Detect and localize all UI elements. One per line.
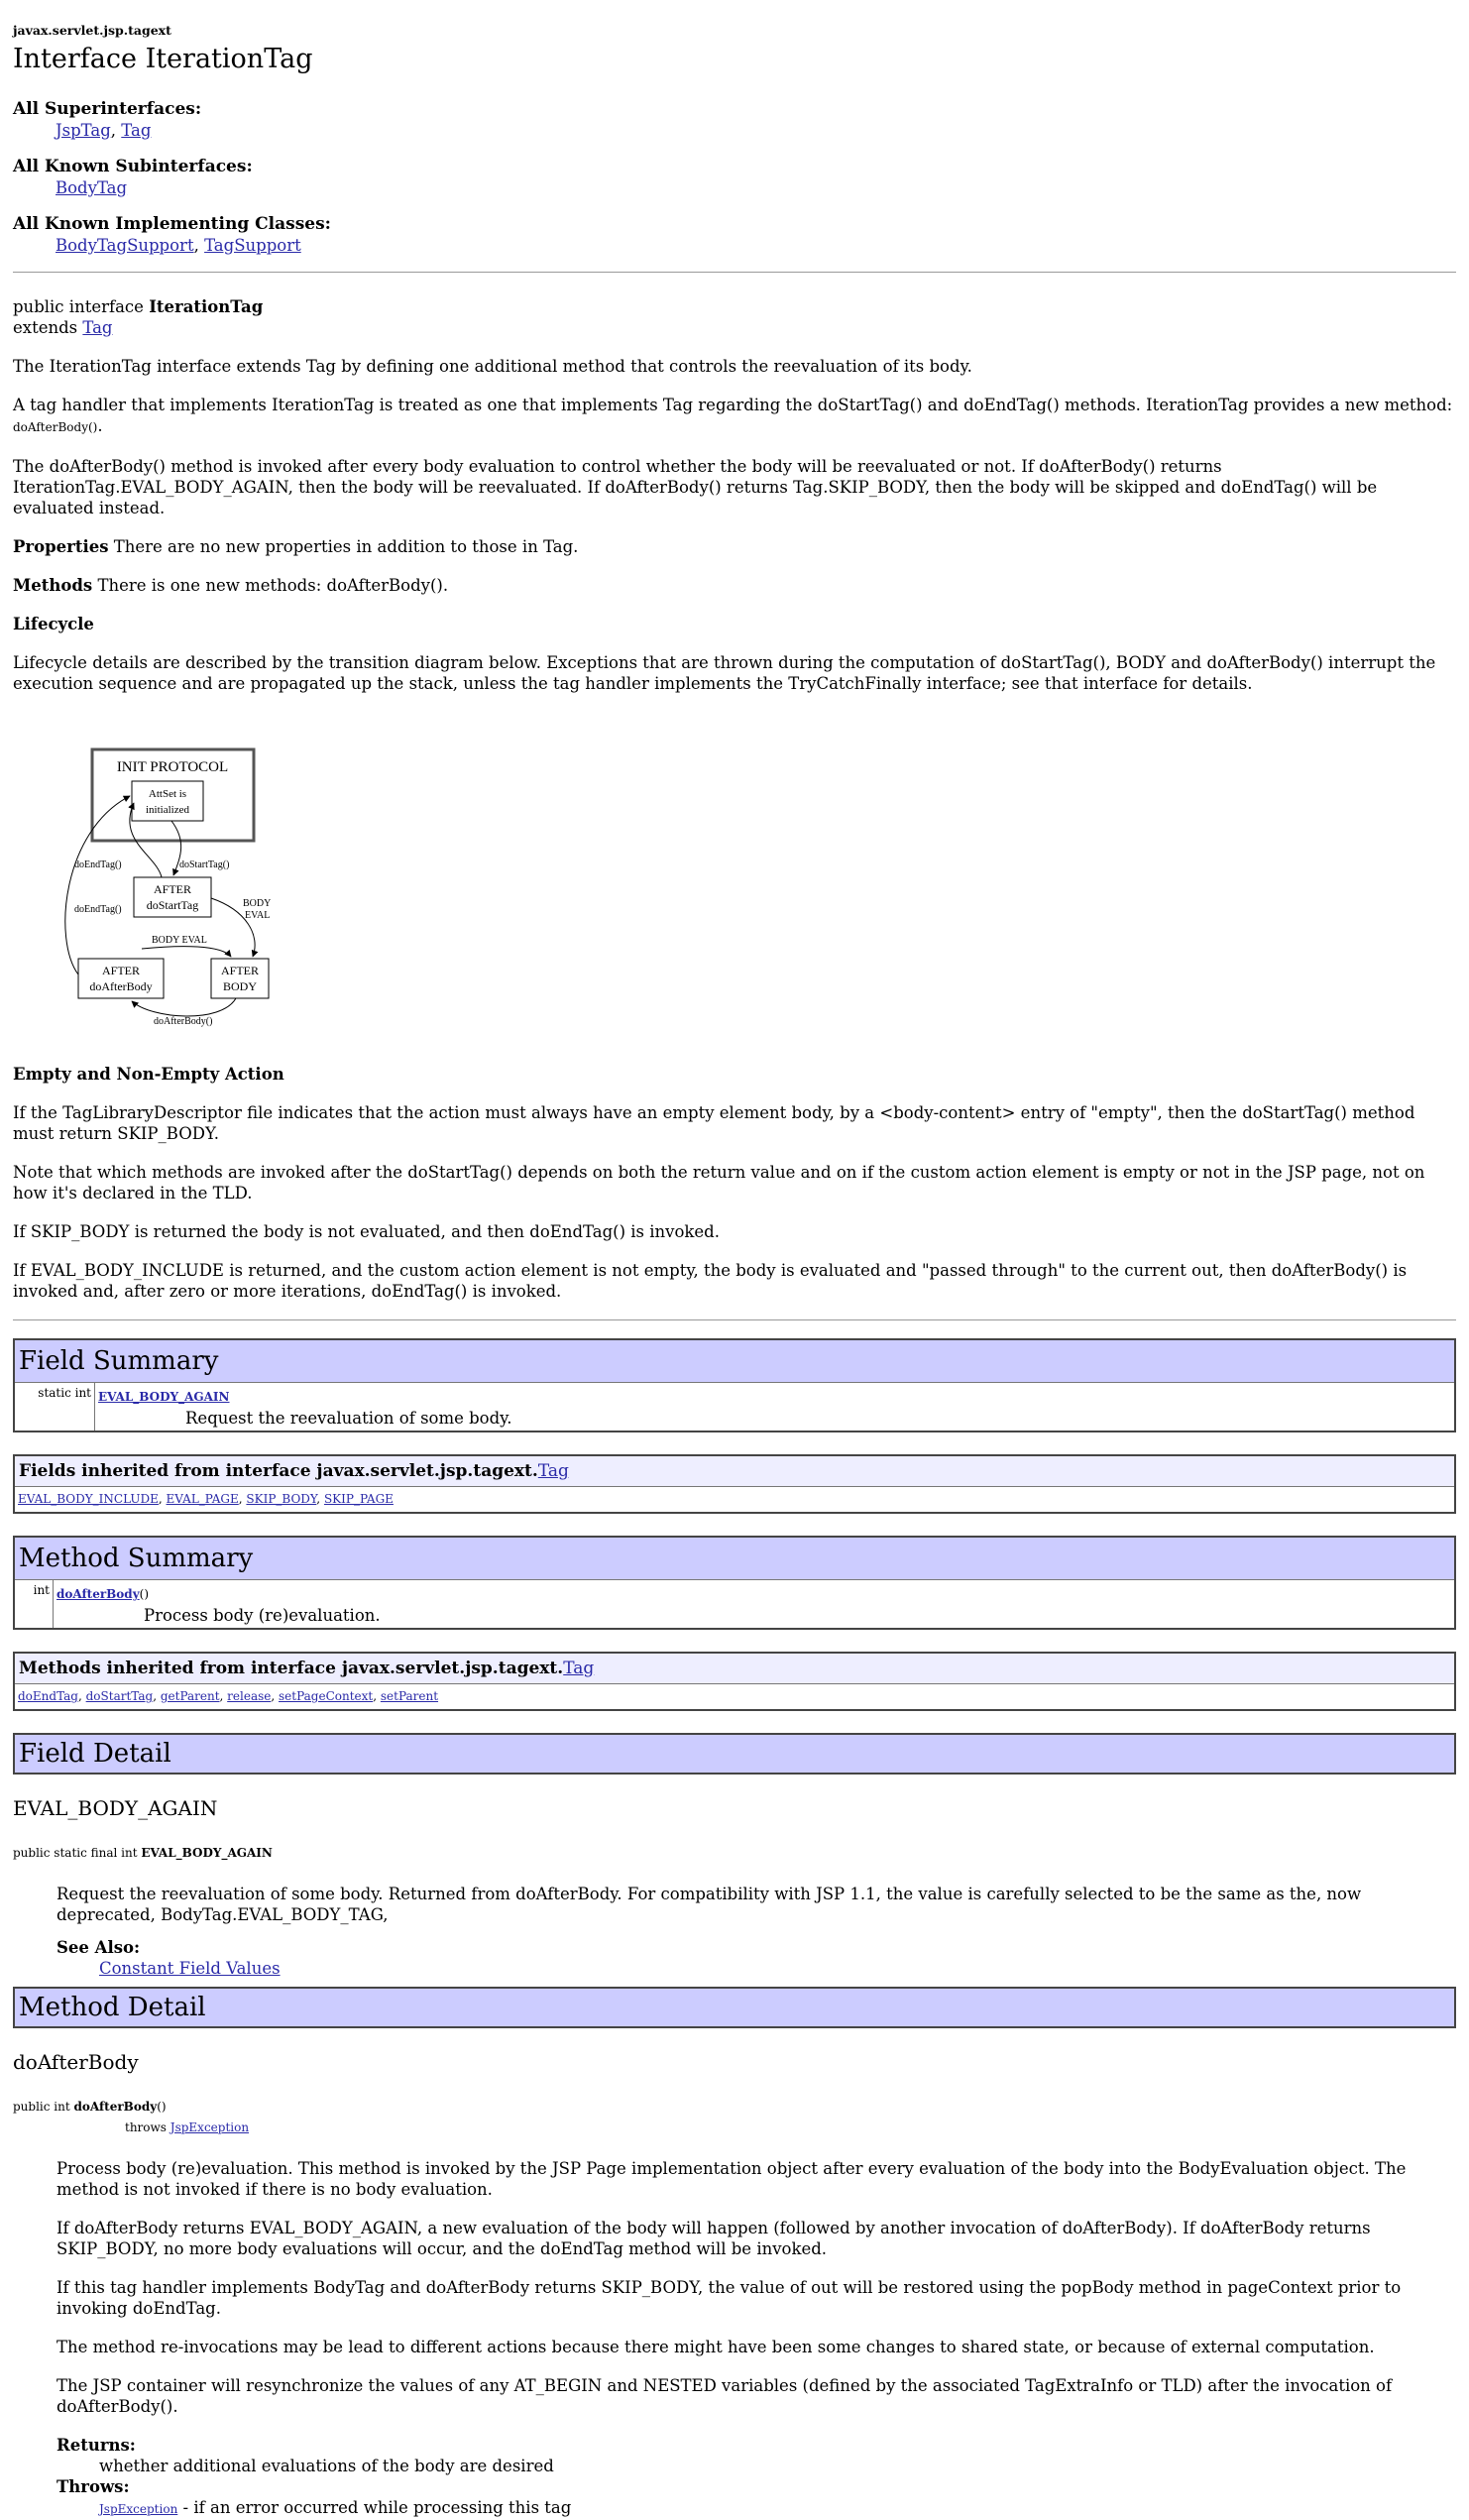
link-constant-field-values[interactable]: Constant Field Values — [99, 1959, 281, 1978]
link-eval-body-include[interactable]: EVAL_BODY_INCLUDE — [18, 1492, 159, 1506]
interface-declaration — [13, 296, 1456, 338]
subinterfaces-list — [56, 177, 1456, 198]
extends-label: extends — [13, 318, 83, 337]
empty-p4: If EVAL_BODY_INCLUDE is returned, and the custom action element is not empty, the body is evaluated and "passed through" to the current out, then doAfterBody() is invoked and, after zero or more iterations, doEndTag() is invoked. — [13, 1261, 1408, 1301]
label-doendtag-2: doEndTag() — [74, 904, 122, 915]
fields-inherited-list: EVAL_BODY_INCLUDE, EVAL_PAGE, SKIP_BODY, SKIP_PAGE — [14, 1487, 1455, 1514]
desc-properties — [13, 536, 1456, 557]
fields-inherited-heading — [14, 1455, 1455, 1487]
after-doafterbody-text-1: AFTER — [101, 964, 141, 977]
link-bodytag[interactable]: BodyTag — [56, 178, 128, 197]
throws-desc: - if an error occurred while processing this tag — [177, 2498, 572, 2517]
empty-action-heading — [13, 1064, 1456, 1085]
see-also-label: See Also: — [56, 1938, 141, 1957]
method-summary-table — [13, 1536, 1456, 1630]
link-inherited-tag[interactable]: Tag — [537, 1461, 569, 1481]
link-setparent[interactable]: setParent — [380, 1689, 439, 1703]
after-body-text-2: BODY — [222, 979, 258, 993]
field-summary-heading: Field Summary — [14, 1339, 1455, 1383]
empty-p3: If SKIP_BODY is returned the body is not evaluated, and then doEndTag() is invoked. — [13, 1222, 720, 1241]
lifecycle-text: Lifecycle details are described by the transition diagram below. Exceptions that are thrown during the computation of doStartTag(), BODY and doAfterBody() interrupt the execution sequence and are propagated up the stack, unless the tag handler implements the TryCatchFinally interface; see that interface for details. — [13, 653, 1436, 693]
methods-inherited-heading — [14, 1653, 1455, 1684]
field-sig-name: EVAL_BODY_AGAIN — [141, 1846, 273, 1860]
method-detail-p3: If this tag handler implements BodyTag and doAfterBody returns SKIP_BODY, the value of out will be restored using the popBody method in pageContext prior to invoking doEndTag. — [56, 2278, 1402, 2318]
declaration-prefix: public interface — [13, 297, 150, 316]
field-detail-heading: Field Detail — [13, 1733, 1456, 1775]
field-detail-name: EVAL_BODY_AGAIN — [13, 1796, 218, 1820]
desc-p2-code: doAfterBody() — [13, 420, 98, 434]
edge-body-eval-bottom — [142, 947, 231, 957]
empty-p2: Note that which methods are invoked after the doStartTag() depends on both the return value and on if the custom action element is empty or not in the JSP page, not on how it's declared in the TLD. — [13, 1163, 1425, 1203]
desc-p2 — [13, 395, 1456, 438]
link-tagsupport[interactable]: TagSupport — [204, 236, 301, 255]
lifecycle-label: Lifecycle — [13, 615, 94, 633]
link-tag[interactable]: Tag — [121, 121, 152, 140]
link-dostarttag[interactable]: doStartTag — [85, 1689, 154, 1703]
see-also-list — [99, 1958, 1456, 1979]
link-skip-body[interactable]: SKIP_BODY — [246, 1492, 317, 1506]
field-detail-desc: Request the reevaluation of some body. Returned from doAfterBody. For compatibility with JSP 1.1, the value is carefully selected to be the same as the, now deprecated, BodyTag.EVAL_BODY_TAG, — [56, 1885, 1362, 1924]
divider — [13, 272, 1456, 273]
link-jspexception-sig[interactable]: JspException — [170, 2120, 250, 2134]
subinterfaces-label: All Known Subinterfaces: — [13, 157, 253, 176]
empty-action-label: Empty and Non-Empty Action — [13, 1065, 284, 1084]
field-cell — [95, 1383, 1456, 1432]
throws-label: Throws: — [56, 2477, 130, 2496]
after-doafterbody-text-2: doAfterBody — [89, 979, 153, 993]
link-skip-page[interactable]: SKIP_PAGE — [323, 1492, 394, 1506]
method-sig-name: doAfterBody — [73, 2100, 158, 2114]
table-row — [14, 1580, 1455, 1630]
link-extends-tag[interactable]: Tag — [82, 318, 113, 337]
field-detail-signature — [13, 1843, 1456, 1864]
link-eval-body-again[interactable]: EVAL_BODY_AGAIN — [98, 1390, 230, 1404]
superinterfaces-list: JspTag, Tag — [56, 121, 152, 140]
empty-p1: If the TagLibraryDescriptor file indicates that the action must always have an empty element body, by a <body-content> entry of "empty", then the doStartTag() method must return SKIP_BODY. — [13, 1103, 1415, 1143]
desc-p2-end: . — [97, 416, 103, 435]
method-detail-name: doAfterBody — [13, 2050, 139, 2074]
divider — [13, 1319, 1456, 1320]
method-detail-p2: If doAfterBody returns EVAL_BODY_AGAIN, a new evaluation of the body will happen (followed by another invocation of doAfterBody). If doAfterBody returns SKIP_BODY, no more body evaluations will occur, and the doEndTag method will be invoked. — [56, 2219, 1371, 2258]
after-body-text-1: AFTER — [220, 964, 260, 977]
label-doafterbody: doAfterBody() — [154, 1016, 213, 1027]
method-detail-p4: The method re-invocations may be lead to different actions because there might have been some changes to shared state, or because of external computation. — [56, 2338, 1375, 2356]
link-release[interactable]: release — [227, 1689, 272, 1703]
package-name: javax.servlet.jsp.tagext — [13, 23, 171, 38]
after-dostarttag-text-1: AFTER — [153, 882, 192, 896]
methods-inherited-table — [13, 1652, 1456, 1711]
method-detail-p1: Process body (re)evaluation. This method is invoked by the JSP Page implementation object after every evaluation of the body into the BodyEvaluation object. The method is not invoked if there is no body evaluation. — [56, 2159, 1407, 2199]
superinterfaces-label: All Superinterfaces: — [13, 99, 202, 119]
label-body-eval-2: EVAL — [245, 910, 271, 921]
field-sig-prefix: public static final int — [13, 1846, 142, 1860]
link-doafterbody[interactable]: doAfterBody — [56, 1587, 140, 1601]
link-jsptag[interactable]: JspTag — [56, 121, 111, 140]
method-cell — [54, 1580, 1456, 1630]
method-detail-heading: Method Detail — [13, 1987, 1456, 2028]
label-doendtag-1: doEndTag() — [74, 859, 122, 870]
page-title: Interface IterationTag — [13, 44, 313, 74]
implementing-list: BodyTagSupport, TagSupport — [56, 236, 301, 255]
returns-text: whether additional evaluations of the body are desired — [99, 2457, 554, 2475]
methods-label: Methods — [13, 576, 93, 595]
implementing-label: All Known Implementing Classes: — [13, 214, 331, 234]
methods-inherited-label: Methods inherited from interface javax.servlet.jsp.tagext. — [19, 1659, 564, 1678]
label-body-eval-1: BODY — [243, 898, 272, 909]
method-sig-prefix: public int — [13, 2100, 74, 2114]
label-dostarttag: doStartTag() — [179, 859, 230, 870]
attset-text-2: initialized — [146, 804, 189, 816]
label-body-eval: BODY EVAL — [152, 935, 207, 946]
method-detail-signature — [13, 2097, 1456, 2138]
lifecycle-heading — [13, 614, 1456, 634]
desc-p2-text: A tag handler that implements IterationTag is treated as one that implements Tag regarding the doStartTag() and doEndTag() methods. IterationTag provides a new method: — [13, 396, 1453, 414]
method-sig-throws-prefix: throws — [125, 2120, 170, 2134]
desc-p1: The IterationTag interface extends Tag by defining one additional method that controls the reevaluation of its body. — [13, 357, 972, 376]
link-inherited-tag-methods[interactable]: Tag — [563, 1659, 595, 1678]
desc-methods — [13, 575, 1456, 596]
field-modifier: static int — [14, 1383, 95, 1432]
properties-label: Properties — [13, 537, 109, 556]
declaration-name: IterationTag — [149, 297, 264, 316]
field-desc: Request the reevaluation of some body. — [185, 1409, 512, 1428]
throws-entry — [99, 2497, 1456, 2520]
link-jspexception[interactable]: JspException — [99, 2502, 178, 2516]
fields-inherited-table — [13, 1454, 1456, 1514]
attset-text-1: AttSet is — [148, 788, 187, 800]
method-params: () — [139, 1587, 150, 1601]
returns-label: Returns: — [56, 2436, 136, 2455]
edge-doendtag-2 — [65, 796, 130, 974]
link-doendtag[interactable]: doEndTag — [18, 1689, 78, 1703]
fields-inherited-label: Fields inherited from interface javax.servlet.jsp.tagext. — [19, 1461, 538, 1481]
methods-text: There is one new methods: doAfterBody(). — [92, 576, 449, 595]
desc-p3: The doAfterBody() method is invoked after every body evaluation to control whether the body will be reevaluated or not. If doAfterBody() returns IterationTag.EVAL_BODY_AGAIN, then the body will be reevaluated. If doAfterBody() returns Tag.SKIP_BODY, then the body will be skipped and doEndTag() will be evaluated instead. — [13, 457, 1378, 517]
methods-inherited-list: doEndTag, doStartTag, getParent, release, setPageContext, setParent — [14, 1684, 1455, 1711]
init-protocol-label: INIT PROTOCOL — [116, 759, 229, 775]
lifecycle-diagram — [23, 742, 281, 1029]
method-desc: Process body (re)evaluation. — [144, 1606, 381, 1625]
link-eval-page[interactable]: EVAL_PAGE — [166, 1492, 239, 1506]
method-modifier: int — [14, 1580, 54, 1630]
link-bodytagsupport[interactable]: BodyTagSupport — [56, 236, 194, 255]
edge-doafterbody — [132, 998, 236, 1016]
table-row — [14, 1383, 1455, 1432]
method-detail-p5: The JSP container will resynchronize the values of any AT_BEGIN and NESTED variables (defined by the associated TagExtraInfo or TLD) after the invocation of doAfterBody(). — [56, 2376, 1393, 2416]
link-getparent[interactable]: getParent — [160, 1689, 220, 1703]
method-summary-heading: Method Summary — [14, 1537, 1455, 1580]
properties-text: There are no new properties in addition to those in Tag. — [108, 537, 579, 556]
after-dostarttag-text-2: doStartTag — [146, 898, 199, 912]
link-setpagecontext[interactable]: setPageContext — [279, 1689, 374, 1703]
method-sig-params: () — [157, 2100, 167, 2114]
field-summary-table — [13, 1338, 1456, 1432]
